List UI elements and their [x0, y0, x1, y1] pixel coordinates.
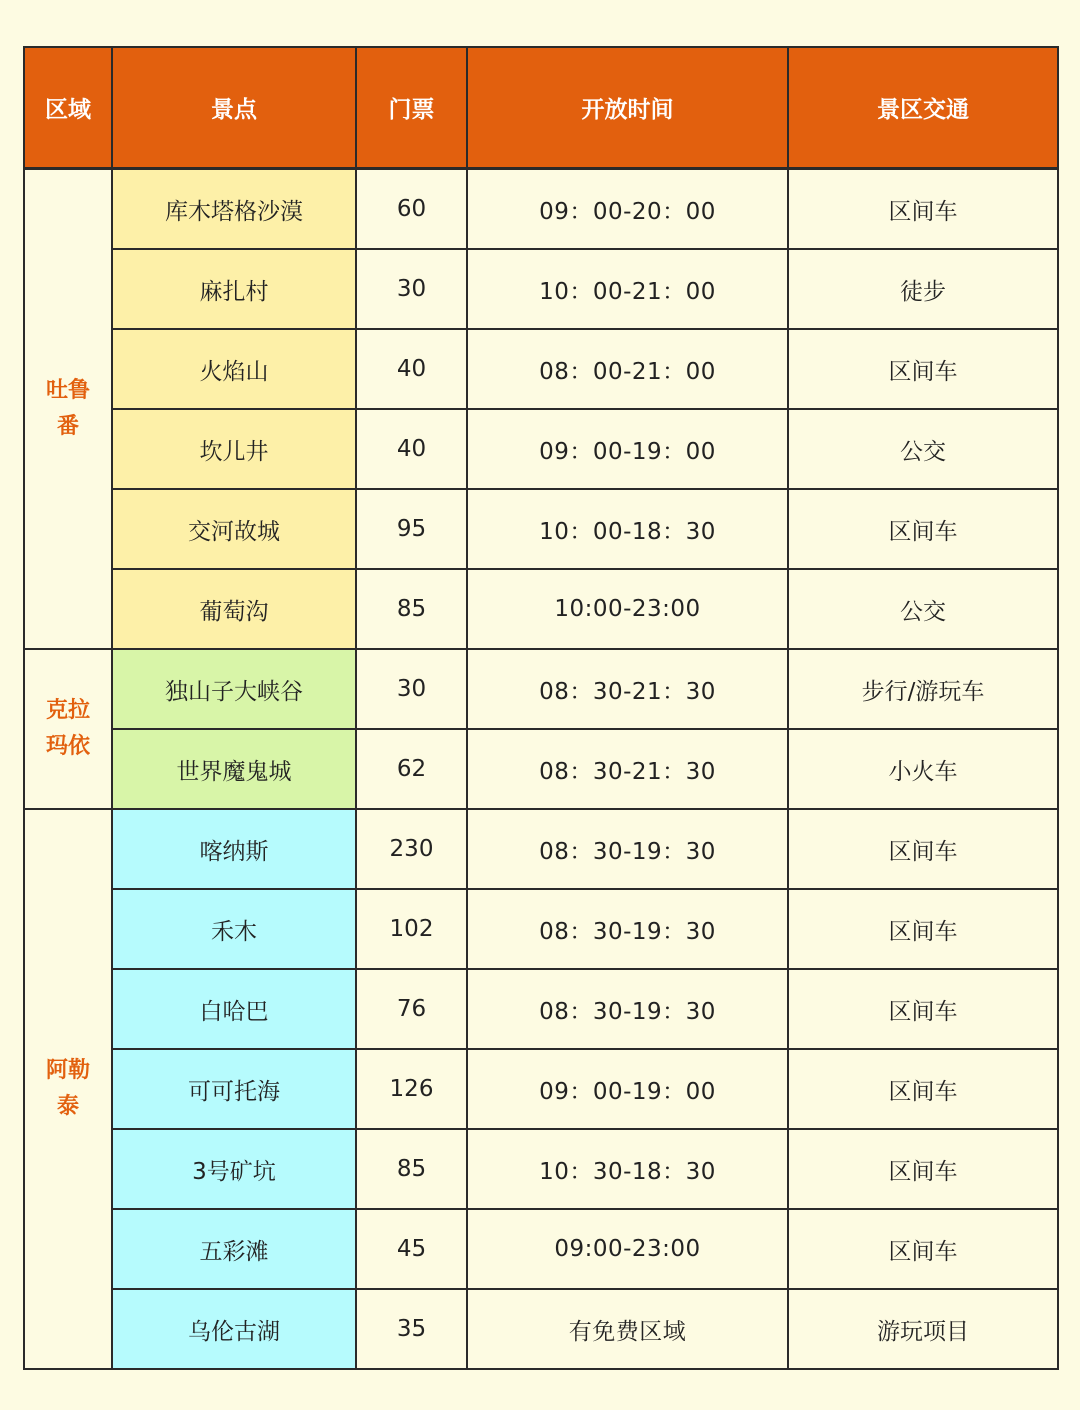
table-body: [24, 169, 1058, 1370]
ticket-cell: 85: [356, 1129, 467, 1209]
ticket-cell: 230: [356, 809, 467, 889]
table-header: [24, 47, 1058, 169]
table-row: [24, 1289, 1058, 1369]
transport-cell: 区间车: [788, 809, 1058, 889]
transport-cell: 区间车: [788, 489, 1058, 569]
transport-cell: 步行/游玩车: [788, 649, 1058, 729]
transport-cell: 区间车: [788, 1049, 1058, 1129]
spot-cell: 禾木: [112, 889, 356, 969]
table-row: [24, 889, 1058, 969]
ticket-cell: 40: [356, 329, 467, 409]
spot-cell: 乌伦古湖: [112, 1289, 356, 1369]
spot-cell: 麻扎村: [112, 249, 356, 329]
transport-cell: 徒步: [788, 249, 1058, 329]
hours-cell: 09：00-19：00: [467, 1049, 788, 1129]
region-cell-karamay: [24, 649, 112, 809]
ticket-cell: 126: [356, 1049, 467, 1129]
table-row: [24, 489, 1058, 569]
ticket-cell: 30: [356, 649, 467, 729]
ticket-cell: 76: [356, 969, 467, 1049]
ticket-cell: 95: [356, 489, 467, 569]
transport-cell: 区间车: [788, 889, 1058, 969]
ticket-cell: 85: [356, 569, 467, 649]
hours-cell: 10:00-23:00: [467, 569, 788, 649]
hours-cell: 08：00-21：00: [467, 329, 788, 409]
region-cell-turpan: [24, 169, 112, 650]
spot-cell: 葡萄沟: [112, 569, 356, 649]
spot-cell: 独山子大峡谷: [112, 649, 356, 729]
transport-cell: 公交: [788, 569, 1058, 649]
ticket-cell: 60: [356, 169, 467, 250]
table-row: [24, 809, 1058, 889]
header-ticket: 门票: [356, 47, 467, 169]
table-row: [24, 1209, 1058, 1289]
hours-cell: 08：30-21：30: [467, 729, 788, 809]
table-row: [24, 649, 1058, 729]
spot-cell: 交河故城: [112, 489, 356, 569]
header-transport: 景区交通: [788, 47, 1058, 169]
header-hours: 开放时间: [467, 47, 788, 169]
spot-cell: 火焰山: [112, 329, 356, 409]
transport-cell: 区间车: [788, 1209, 1058, 1289]
attractions-table: [23, 46, 1059, 1370]
table-row: [24, 569, 1058, 649]
table-row: [24, 1049, 1058, 1129]
transport-cell: 区间车: [788, 329, 1058, 409]
header-row: [24, 47, 1058, 169]
spot-cell: 可可托海: [112, 1049, 356, 1129]
spot-cell: 坎儿井: [112, 409, 356, 489]
hours-cell: 09:00-23:00: [467, 1209, 788, 1289]
spot-cell: 五彩滩: [112, 1209, 356, 1289]
table-row: [24, 729, 1058, 809]
table-row: [24, 969, 1058, 1049]
table-row: [24, 409, 1058, 489]
hours-cell: 08：30-21：30: [467, 649, 788, 729]
header-region: 区域: [24, 47, 112, 169]
header-spot: 景点: [112, 47, 356, 169]
transport-cell: 区间车: [788, 969, 1058, 1049]
ticket-cell: 35: [356, 1289, 467, 1369]
hours-cell: 10：00-21：00: [467, 249, 788, 329]
region-label: 阿勒泰: [45, 1058, 90, 1119]
transport-cell: 游玩项目: [788, 1289, 1058, 1369]
region-label: 吐鲁番: [45, 378, 90, 439]
spot-cell: 喀纳斯: [112, 809, 356, 889]
hours-cell: 有免费区域: [467, 1289, 788, 1369]
hours-cell: 10：00-18：30: [467, 489, 788, 569]
transport-cell: 小火车: [788, 729, 1058, 809]
ticket-cell: 40: [356, 409, 467, 489]
table-row: [24, 249, 1058, 329]
spot-cell: 白哈巴: [112, 969, 356, 1049]
hours-cell: 08：30-19：30: [467, 889, 788, 969]
hours-cell: 09：00-20：00: [467, 169, 788, 250]
attractions-table-container: [23, 46, 1057, 1370]
ticket-cell: 102: [356, 889, 467, 969]
ticket-cell: 62: [356, 729, 467, 809]
spot-cell: 世界魔鬼城: [112, 729, 356, 809]
table-row: [24, 1129, 1058, 1209]
ticket-cell: 45: [356, 1209, 467, 1289]
region-label: 克拉玛依: [45, 698, 90, 759]
table-row: [24, 169, 1058, 250]
table-row: [24, 329, 1058, 409]
ticket-cell: 30: [356, 249, 467, 329]
hours-cell: 08：30-19：30: [467, 809, 788, 889]
transport-cell: 区间车: [788, 169, 1058, 250]
hours-cell: 09：00-19：00: [467, 409, 788, 489]
hours-cell: 08：30-19：30: [467, 969, 788, 1049]
region-cell-altay: [24, 809, 112, 1369]
spot-cell: 3号矿坑: [112, 1129, 356, 1209]
transport-cell: 区间车: [788, 1129, 1058, 1209]
transport-cell: 公交: [788, 409, 1058, 489]
spot-cell: 库木塔格沙漠: [112, 169, 356, 250]
hours-cell: 10：30-18：30: [467, 1129, 788, 1209]
